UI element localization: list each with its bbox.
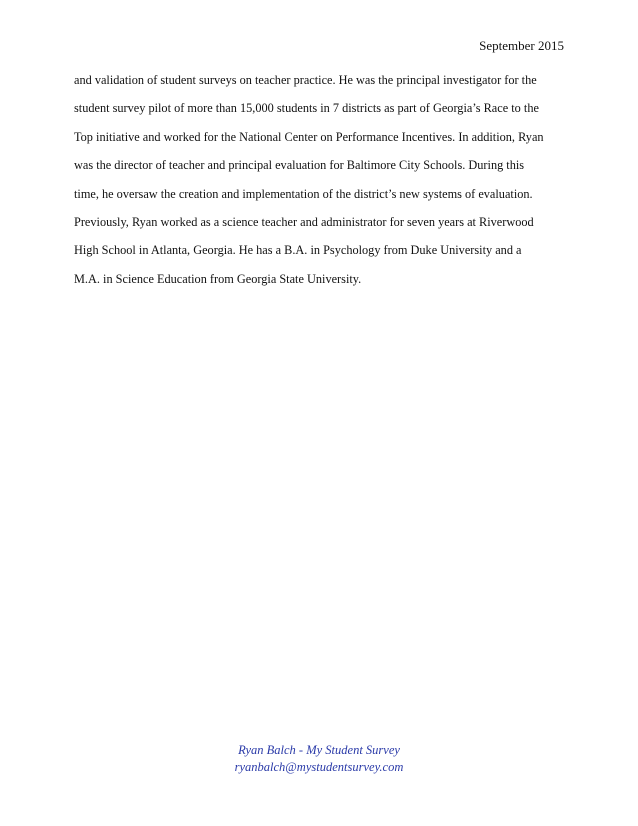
header-date: September 2015 bbox=[479, 38, 564, 53]
body-line: Previously, Ryan worked as a science teacher and administrator for seven years at Riverwood bbox=[74, 215, 534, 230]
body-line: M.A. in Science Education from Georgia State University. bbox=[74, 271, 362, 286]
body-line: time, he oversaw the creation and implementation of the district’s new systems of evaluation. bbox=[74, 186, 533, 201]
body-line: was the director of teacher and principal evaluation for Baltimore City Schools. During this bbox=[74, 158, 525, 173]
body-line: and validation of student surveys on teacher practice. He was the principal investigator for the bbox=[74, 73, 537, 87]
footer-name-line: Ryan Balch - My Student Survey bbox=[238, 743, 400, 757]
footer-email: ryanbalch@mystudentsurvey.com bbox=[234, 760, 404, 774]
body-paragraph bbox=[74, 66, 574, 293]
body-line: Top initiative and worked for the National Center on Performance Incentives. In addition, Ryan bbox=[74, 129, 544, 144]
page-footer bbox=[0, 742, 638, 776]
body-line: High School in Atlanta, Georgia. He has a B.A. in Psychology from Duke University and a bbox=[74, 243, 522, 258]
body-line: student survey pilot of more than 15,000 students in 7 districts as part of Georgia’s Race to the bbox=[74, 101, 539, 116]
